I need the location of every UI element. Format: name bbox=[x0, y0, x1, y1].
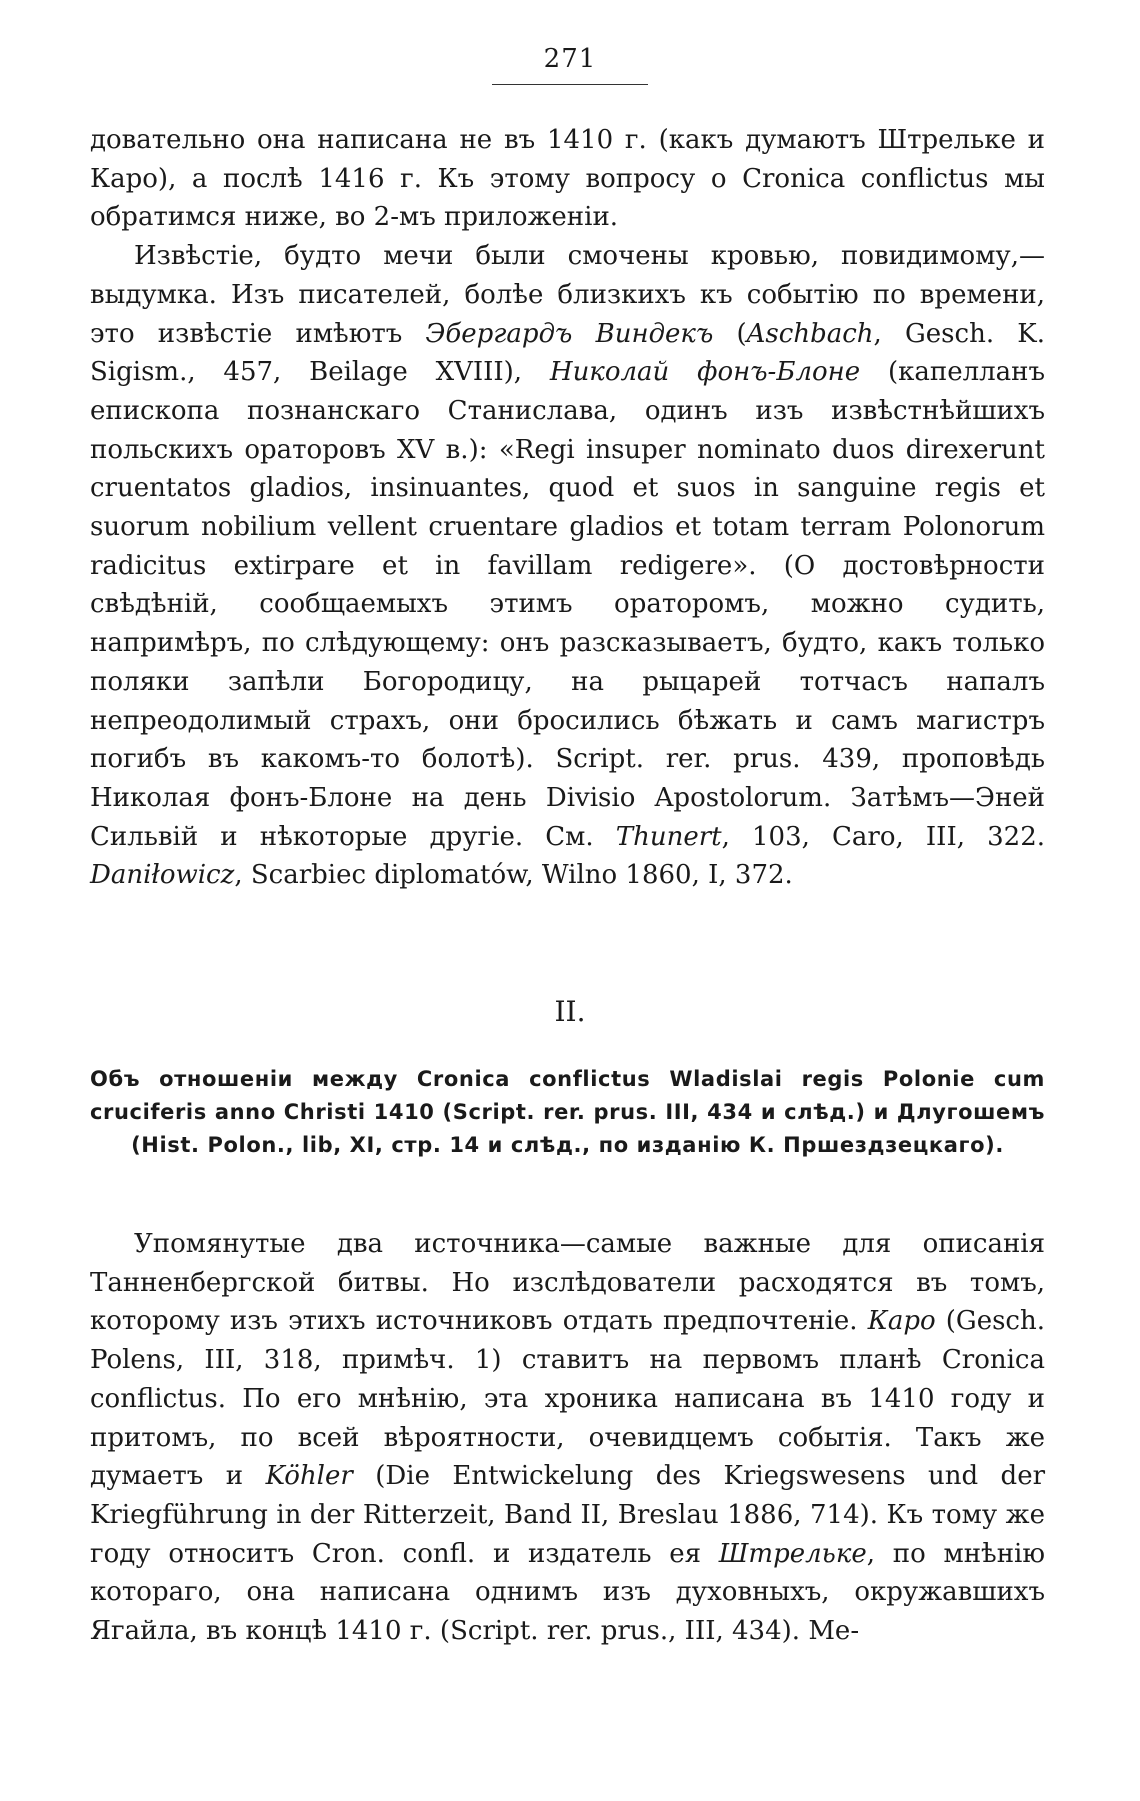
author-name: Николай фонъ-Блоне bbox=[549, 357, 861, 388]
paragraph-sword-story bbox=[90, 237, 1045, 895]
text-run: ( bbox=[713, 318, 747, 349]
text-run: , 103, Caro, III, 322. bbox=[721, 821, 1046, 852]
header-rule bbox=[492, 84, 648, 85]
author-name: Каро bbox=[867, 1306, 936, 1337]
text-run: Извѣстіе, будто мечи были смочены кровью, повидимому,—выдумка. Изъ писателей, болѣе близкихъ къ событію по времени, это извѣстіе имѣютъ bbox=[90, 241, 1045, 349]
reference-author: Daniłowicz bbox=[90, 860, 235, 891]
author-name: Köhler bbox=[265, 1461, 353, 1492]
continuation-text bbox=[90, 121, 1045, 895]
page-number: 271 bbox=[543, 44, 597, 74]
reference-author: Thunert bbox=[615, 821, 722, 852]
text-run: (Die Entwickelung des Kriegswesens und der Kriegführung in der Ritterzeit, Band II, Breslau 1886, 714). Къ тому же году относитъ Cron. confl. и издатель ея bbox=[90, 1461, 1046, 1569]
author-name: Штрельке bbox=[718, 1538, 867, 1569]
text-run: (Gesch. Polens, III, 318, примѣч. 1) ставитъ на первомъ планѣ Cronica conflictus. По его мнѣнію, эта хроника написана въ 1410 году и притомъ, по всей вѣроятности, очевидцемъ событія. Такъ же думаетъ и bbox=[90, 1306, 1045, 1492]
text-run: , по мнѣнію котораго, она написана однимъ изъ духовныхъ, окружавшихъ Ягайла, въ концѣ 1410 г. (Script. rer. prus., III, 434). Ме- bbox=[90, 1538, 1045, 1647]
paragraph-continued: довательно она написана не въ 1410 г. (какъ думаютъ Штрельке и Каро), а послѣ 1416 г. Къ этому вопросу о Cronica conflictus мы обратимся ниже, во 2-мъ приложеніи. bbox=[90, 125, 1045, 233]
reference-author: Aschbach bbox=[746, 318, 874, 349]
section-body bbox=[90, 1225, 1045, 1651]
text-run: Упомянутые два источника—самые важные для описанія Танненбергской битвы. Но изслѣдователи расходятся въ томъ, которому изъ этихъ источниковъ отдать предпочтеніе. bbox=[90, 1229, 1045, 1337]
text-run: , Scarbiec diplomatów, Wilno 1860, I, 372. bbox=[234, 860, 793, 891]
paragraph-sources bbox=[90, 1225, 1045, 1651]
section-heading: Объ отношеніи между Cronica conflictus Wladislai regis Polonie cum cruciferis anno Christi 1410 (Script. rer. prus. III, 434 и слѣд.) и Длугошемъ (Hist. Polon., lib, XI, стр. 14 и слѣд., по изданію К. Пршездзецкаго). bbox=[90, 1067, 1045, 1157]
text-run: (капелланъ епископа познанскаго Станислава, одинъ изъ извѣстнѣйшихъ польскихъ ораторовъ XV в.): «Regi insuper nominato duos direxerunt cruentatos gladios, insinuantes, quod et suos in sanguine regis et suorum nobilium vellent cruentare gladios et totam terram Polonorum radicitus extirpare et in favillam redigere». (О достовѣрности свѣдѣній, сообщаемыхъ этимъ ораторомъ, можно судить, напримѣръ, по слѣдующему: онъ разсказываетъ, будто, какъ только поляки запѣли Богородицу, на рыцарей тотчасъ напалъ непреодолимый страхъ, они бросились бѣжать и самъ магистръ погибъ въ какомъ-то болотѣ). Script. rer. prus. 439, проповѣдь Николая фонъ-Блоне на день Divisio Apostolorum. Затѣмъ—Эней Сильвій и нѣкоторые другіе. См. bbox=[90, 357, 1045, 852]
author-name: Эбергардъ Виндекъ bbox=[425, 318, 714, 349]
section-number: II. bbox=[554, 995, 586, 1028]
text-run: , Gesch. K. Sigism., 457, Beilage XVIII), bbox=[90, 318, 1045, 388]
